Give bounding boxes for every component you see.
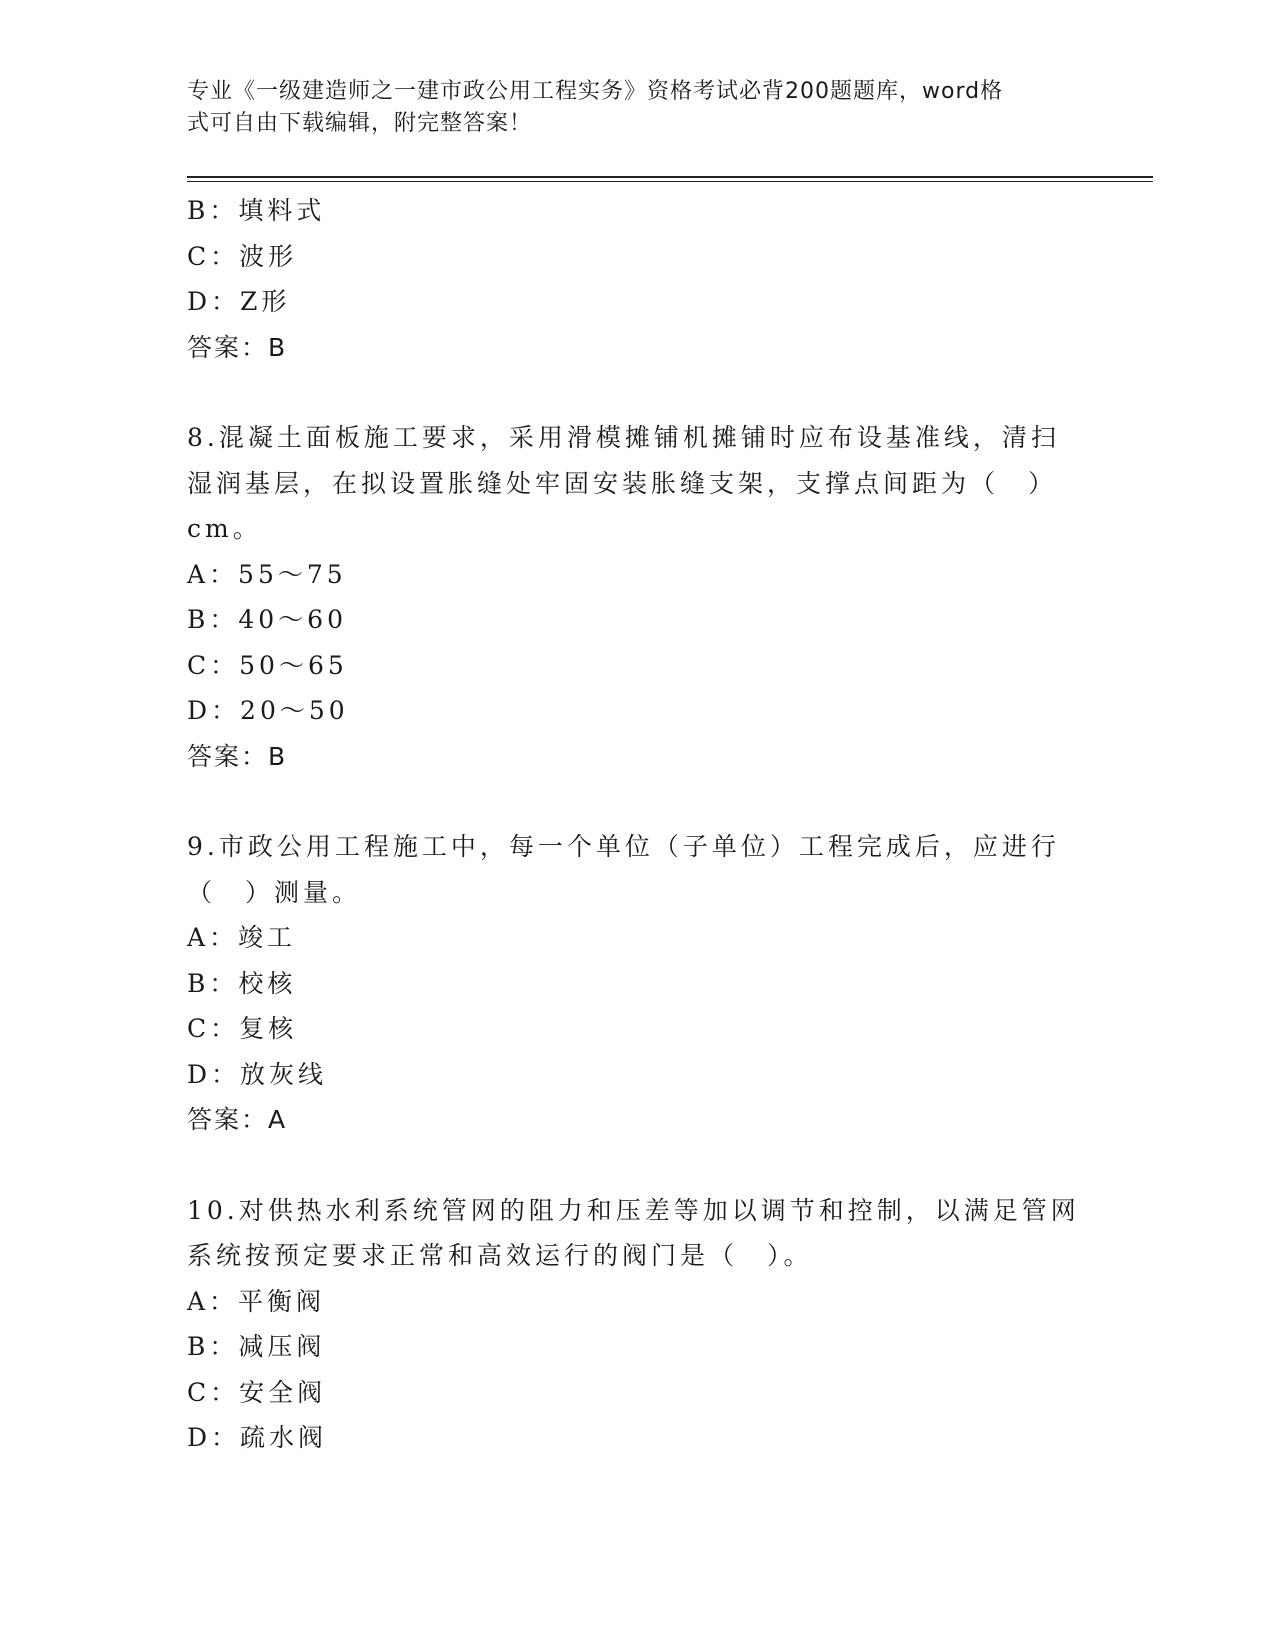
option-d: D：放灰线 xyxy=(187,1059,328,1089)
answer: 答案：B xyxy=(187,332,288,362)
option-b: B：减压阀 xyxy=(187,1332,326,1361)
question-text-line-2: 湿润基层，在拟设置胀缝处牢固安装胀缝支架，支撑点间距为（ ） xyxy=(187,468,1058,498)
question-7 xyxy=(187,188,1087,370)
spacer xyxy=(187,779,1087,824)
option-c: C：波形 xyxy=(187,241,298,271)
header-divider-thin xyxy=(187,181,1153,182)
option-d: D：疏水阀 xyxy=(187,1423,328,1452)
header-divider-thick xyxy=(187,176,1153,178)
question-9 xyxy=(187,824,1087,1143)
option-a: A：55～75 xyxy=(187,559,347,589)
option-d: D：Z形 xyxy=(187,287,291,316)
option-c: C：50～65 xyxy=(187,650,348,680)
question-text-line-1: 8.混凝土面板施工要求，采用滑模摊铺机摊铺时应布设基准线，清扫 xyxy=(187,423,1060,452)
option-d: D：20～50 xyxy=(187,696,349,725)
option-c: C：安全阀 xyxy=(187,1377,327,1407)
spacer xyxy=(187,370,1087,415)
option-b: B：40～60 xyxy=(187,605,347,634)
answer: 答案：B xyxy=(187,741,288,771)
question-text-line-2: （ ）测量。 xyxy=(187,877,362,907)
option-c: C：复核 xyxy=(187,1014,298,1043)
question-text-line-2: 系统按预定要求正常和高效运行的阀门是（ ）。 xyxy=(187,1241,813,1270)
spacer xyxy=(187,1143,1087,1188)
question-10 xyxy=(187,1188,1087,1461)
option-a: A：平衡阀 xyxy=(187,1286,326,1316)
question-text-line-3: cm。 xyxy=(187,514,262,543)
option-a: A：竣工 xyxy=(187,923,297,952)
question-list xyxy=(187,188,1087,1461)
question-text-line-1: 9.市政公用工程施工中，每一个单位（子单位）工程完成后，应进行 xyxy=(187,832,1060,861)
question-8 xyxy=(187,415,1087,779)
answer: 答案：A xyxy=(187,1105,288,1134)
document-header xyxy=(187,76,1067,140)
option-b: B：校核 xyxy=(187,968,297,998)
option-b: B：填料式 xyxy=(187,196,326,225)
header-line-2: 式可自由下载编辑，附完整答案！ xyxy=(187,111,533,136)
header-line-1: 专业《一级建造师之一建市政公用工程实务》资格考试必背200题题库，word格 xyxy=(187,79,1004,104)
question-text-line-1: 10.对供热水利系统管网的阻力和压差等加以调节和控制，以满足管网 xyxy=(187,1195,1080,1225)
